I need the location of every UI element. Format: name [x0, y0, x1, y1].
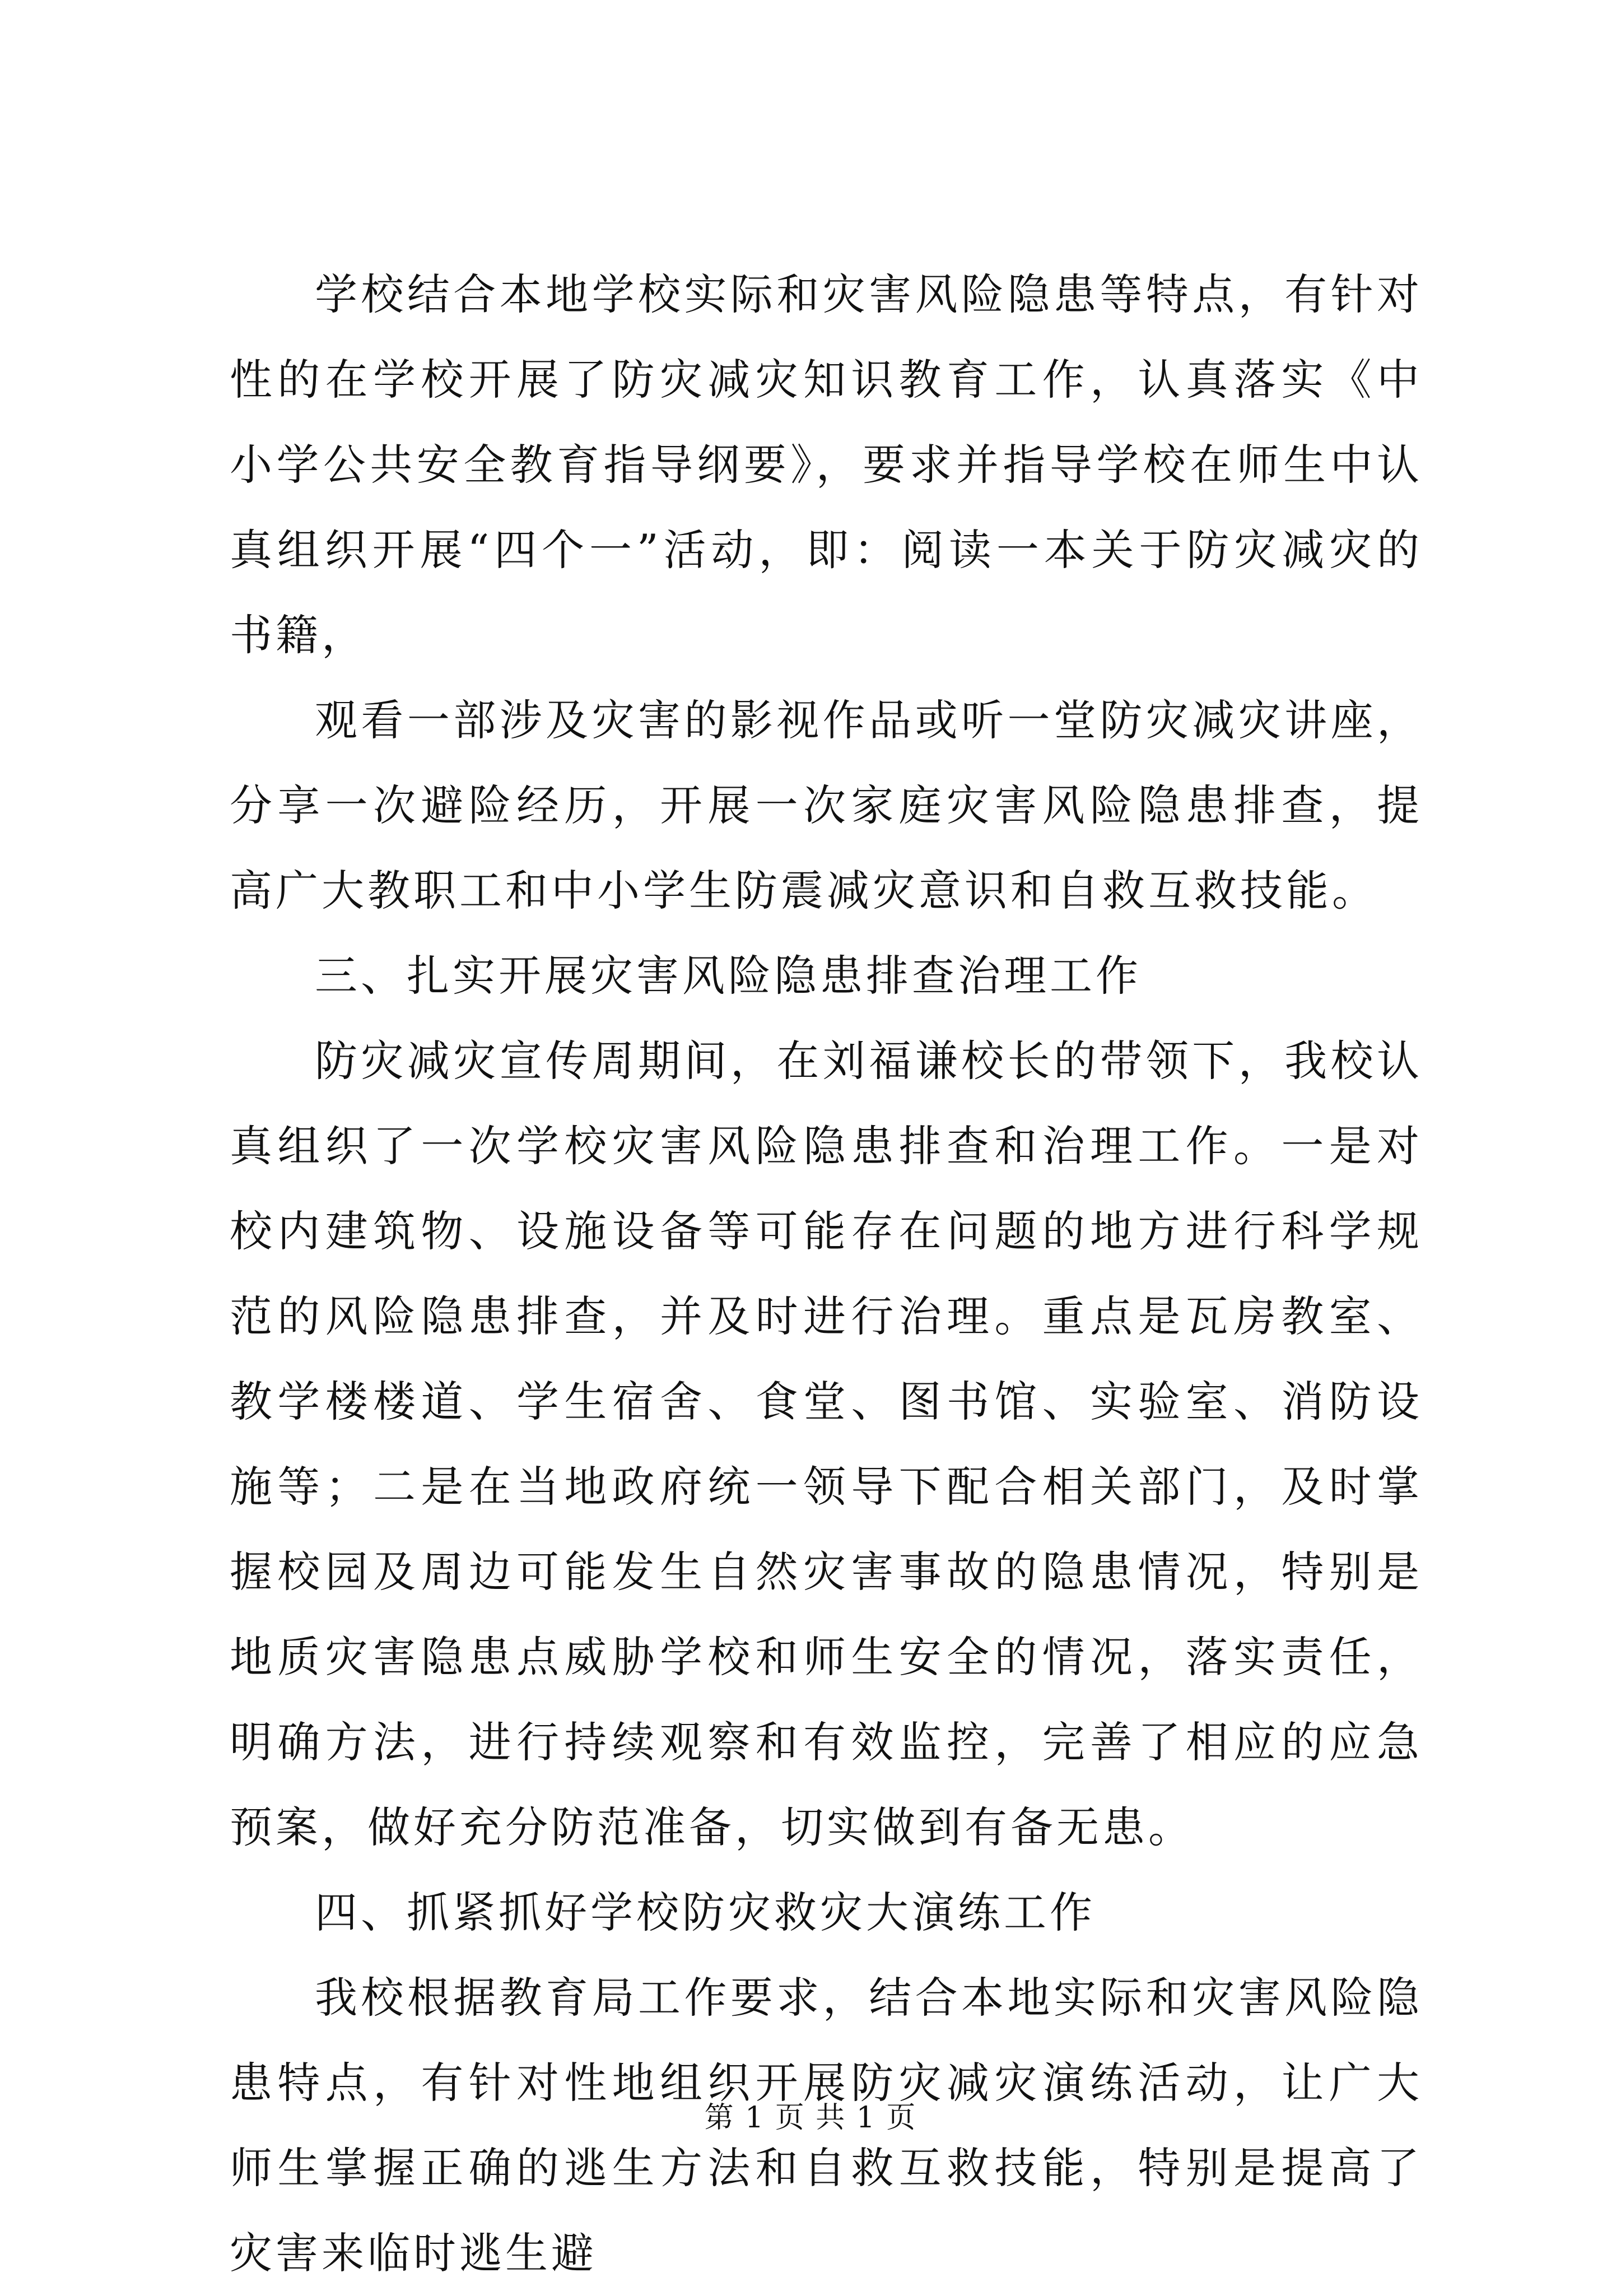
paragraph-activities: 观看一部涉及灾害的影视作品或听一堂防灾减灾讲座，分享一次避险经历，开展一次家庭灾害风险隐患排查，提高广大教职工和中小学生防震减灾意识和自救互救技能。 — [230, 695, 1423, 915]
page-footer — [0, 2095, 1621, 2140]
paragraph-hazard-inspection: 防灾减灾宣传周期间，在刘福谦校长的带领下，我校认真组织了一次学校灾害风险隐患排查和治理工作。一是对校内建筑物、设施设备等可能存在问题的地方进行科学规范的风险隐患排查，并及时进行治理。重点是瓦房教室、教学楼楼道、学生宿舍、食堂、图书馆、实验室、消防设施等；二是在当地政府统一领导下配合相关部门，及时掌握校园及周边可能发生自然灾害事故的隐患情况，特别是地质灾害隐患点威胁学校和师生安全的情况，落实责任，明确方法，进行持续观察和有效监控，完善了相应的应急预案，做好充分防范准备，切实做到有备无患。 — [230, 1036, 1423, 1852]
document-body — [230, 252, 1423, 2296]
section-heading-4: 四、抓紧抓好学校防灾救灾大演练工作 — [315, 1888, 1096, 1937]
paragraph-drill: 我校根据教育局工作要求，结合本地实际和灾害风险隐患特点，有针对性地组织开展防灾减灾演练活动，让广大师生掌握正确的逃生方法和自救互救技能，特别是提高了灾害来临时逃生避 — [230, 1973, 1423, 2278]
section-heading-3: 三、扎实开展灾害风险隐患排查治理工作 — [315, 951, 1142, 1001]
page-number-label: 第 1 页 共 1 页 — [704, 2101, 917, 2135]
paragraph-intro: 学校结合本地学校实际和灾害风险隐患等特点，有针对性的在学校开展了防灾减灾知识教育工作，认真落实《中小学公共安全教育指导纲要》，要求并指导学校在师生中认真组织开展“四个一”活动，即：阅读一本关于防灾减灾的书籍， — [230, 269, 1423, 660]
